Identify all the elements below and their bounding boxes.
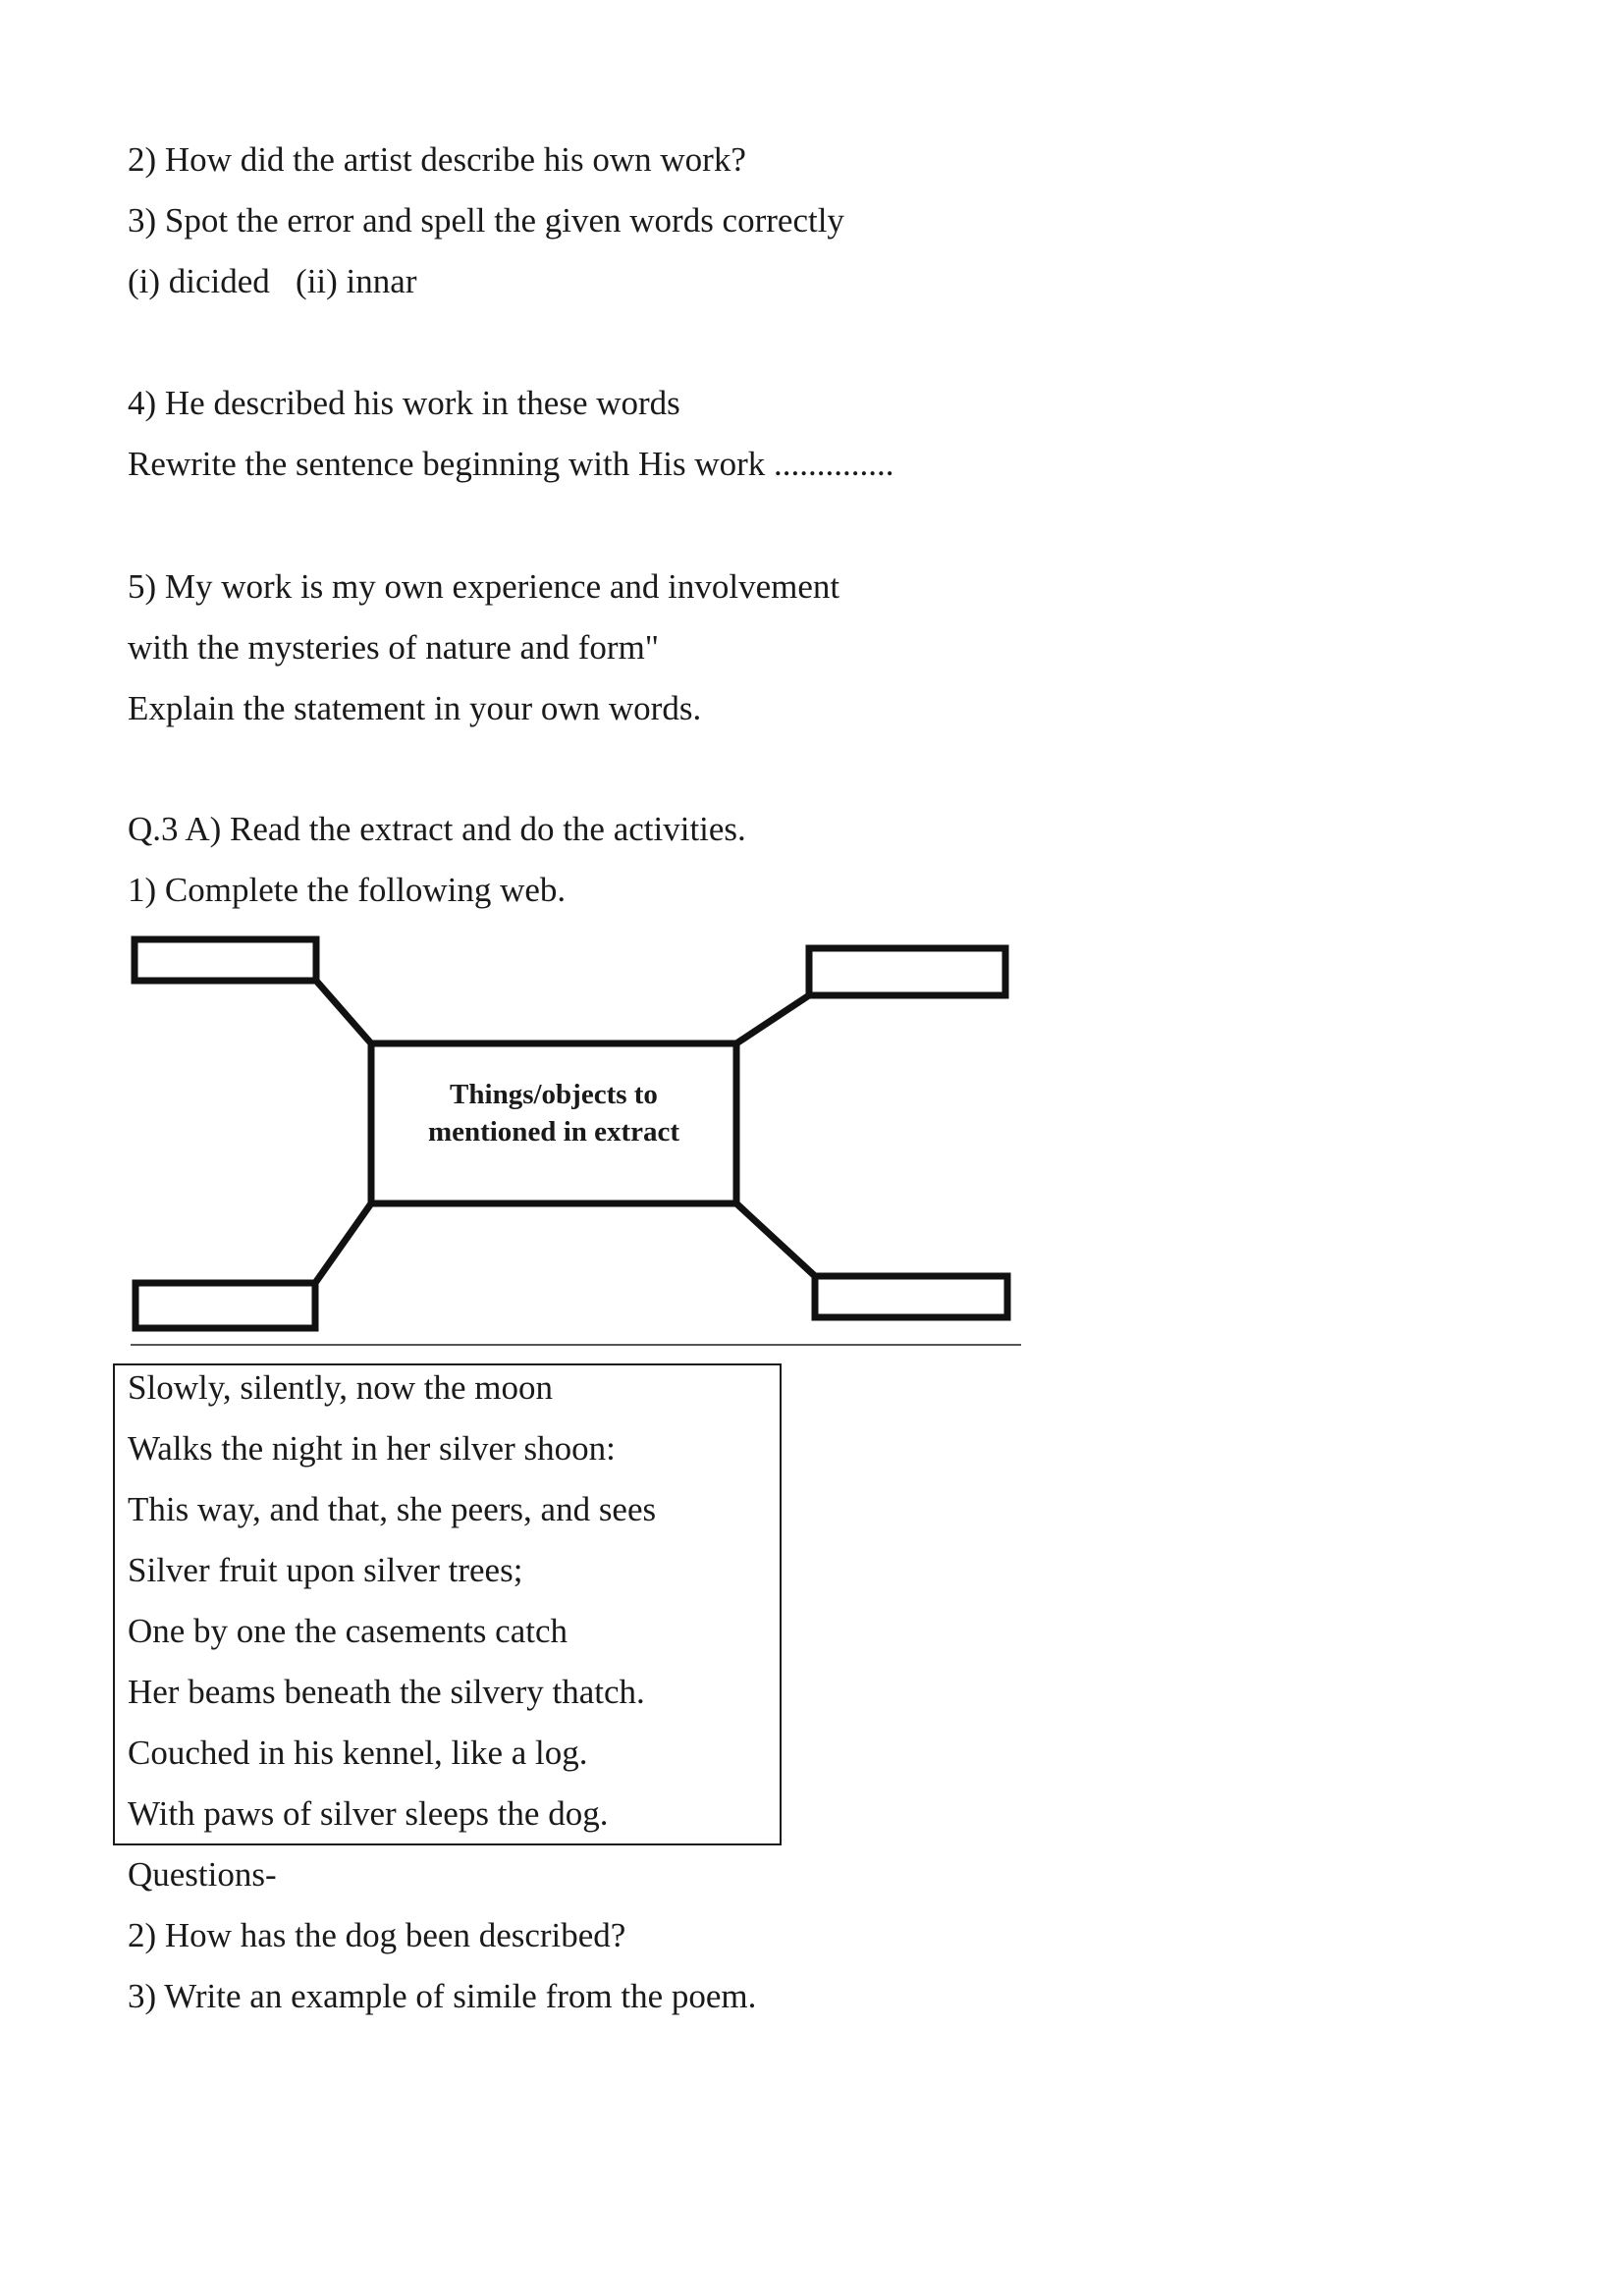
bottom-question-3: 3) Write an example of simile from the poem.: [128, 1977, 757, 2015]
web-center-label: [371, 1076, 736, 1150]
web-box-bottom-left: [135, 1283, 315, 1328]
divider-line: [131, 1344, 1021, 1346]
web-connector-top-right: [736, 995, 809, 1043]
question-5-line-1: 5) My work is my own experience and involvement: [128, 567, 840, 606]
poem-line: Couched in his kennel, like a log.: [128, 1734, 588, 1772]
question-5-line-2: with the mysteries of nature and form": [128, 628, 660, 667]
poem-line: One by one the casements catch: [128, 1612, 568, 1650]
web-center-line-1: Things/objects to: [450, 1079, 658, 1110]
question-2-text: 2) How did the artist describe his own work?: [128, 140, 746, 179]
question-3-text: 3) Spot the error and spell the given words correctly: [128, 201, 844, 240]
question-4-line-1: 4) He described his work in these words: [128, 384, 680, 422]
poem-line: With paws of silver sleeps the dog.: [128, 1794, 609, 1833]
web-connector-bottom-right: [736, 1203, 815, 1276]
web-connector-bottom-left: [315, 1203, 371, 1283]
poem-line: Silver fruit upon silver trees;: [128, 1551, 523, 1589]
poem-line: This way, and that, she peers, and sees: [128, 1490, 657, 1528]
web-center-line-2: mentioned in extract: [427, 1116, 680, 1148]
question-4-line-2: Rewrite the sentence beginning with His work ..............: [128, 445, 894, 483]
question-3-words: (i) dicided (ii) innar: [128, 262, 417, 300]
poem-line: Her beams beneath the silvery thatch.: [128, 1673, 645, 1711]
poem-line: Walks the night in her silver shoon:: [128, 1429, 616, 1468]
web-box-bottom-right: [815, 1276, 1007, 1317]
poem-line: Slowly, silently, now the moon: [128, 1368, 553, 1407]
web-connector-top-left: [316, 981, 371, 1043]
section-q3-task-1: 1) Complete the following web.: [128, 871, 567, 909]
question-5-line-3: Explain the statement in your own words.: [128, 689, 702, 727]
questions-label: Questions-: [128, 1855, 277, 1894]
section-q3-heading: Q.3 A) Read the extract and do the activities.: [128, 810, 746, 848]
bottom-question-2: 2) How has the dog been described?: [128, 1916, 626, 1954]
web-box-top-right: [809, 948, 1005, 995]
web-box-top-left: [135, 939, 316, 981]
